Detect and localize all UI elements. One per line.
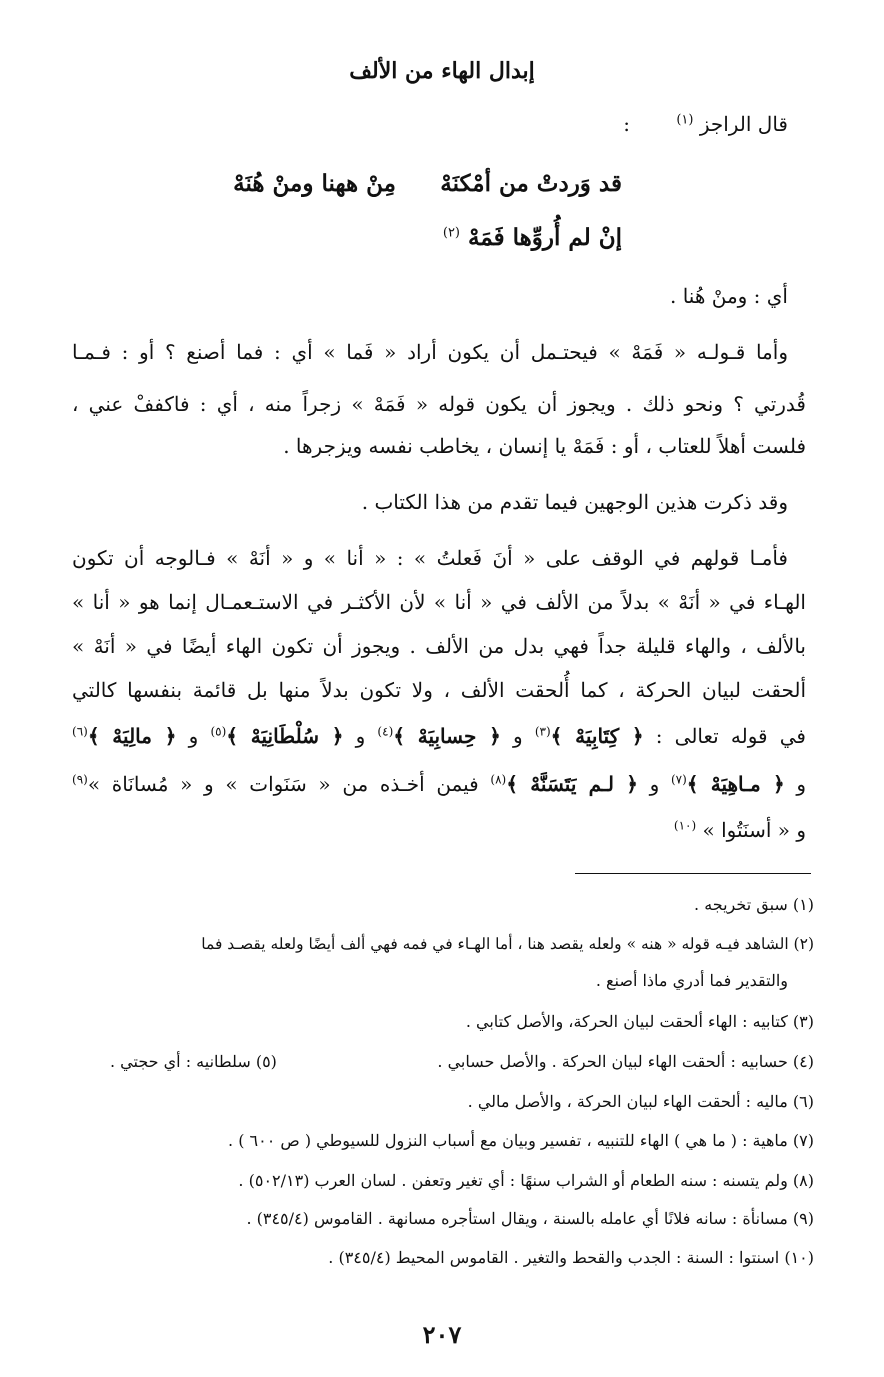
quran-intro: في قوله تعالى :: [655, 724, 806, 748]
quran-word: ﴿ كِتَابِيَهْ ﴾: [550, 724, 644, 748]
quran-word: ﴿ مـاهِيَهْ ﴾: [686, 772, 785, 796]
paragraph-line: الهـاء في « أنَهْ » بدلاً من الألف في « أنا » لأن الأكثـر في الاستـعمـال إنما هو « أنا »: [72, 590, 806, 614]
intro-text: قال الراجز: [699, 112, 788, 136]
footnote: (٣) كتابيه : الهاء ألحقت لبيان الحركة، والأصل كتابي .: [465, 1012, 814, 1031]
footnote: (٥) سلطانيه : أي حجتي .: [110, 1052, 277, 1071]
footnote-ref: (٤): [377, 724, 394, 739]
section-title: إبدال الهاء من الألف: [349, 58, 535, 84]
quran-word: ﴿ سُلْطَانِيَهْ ﴾: [226, 724, 344, 748]
paragraph-line: أي : ومنْ هُنا .: [669, 284, 788, 308]
intro-line: [623, 112, 788, 136]
footnote-pair: [110, 1052, 814, 1071]
footnote-separator: [575, 873, 811, 874]
footnote: (٢) الشاهد فيـه قوله « هنه » ولعله يقصد هنا ، أما الهـاء في فمه فهي ألف أيضًا ولعله يقصـد فما: [201, 935, 814, 953]
intro-colon: :: [623, 112, 630, 136]
footnote-ref: (١): [676, 112, 694, 128]
footnote-ref: (٧): [670, 772, 687, 787]
paragraph-line: قُدرتي ؟ ونحو ذلك . ويجوز أن يكون قوله « فَمَهْ » زجراً منه ، أي : فاكففْ عني ،: [72, 392, 806, 416]
quran-word: ﴿ لـم يَتَسَنَّهْ ﴾: [506, 772, 638, 796]
page-number: ٢٠٧: [422, 1320, 462, 1349]
conjunction: و: [513, 724, 523, 748]
quran-word: ﴿ مالِيَهْ ﴾: [87, 724, 177, 748]
quran-word: ﴿ حِسابِيَهْ ﴾: [393, 724, 501, 748]
paragraph-line-quran: [72, 724, 806, 748]
footnote-continuation: والتقدير فما أدري ماذا أصنع .: [595, 971, 788, 990]
conjunction: و: [796, 772, 807, 796]
footnote-ref: (٩): [72, 772, 88, 787]
footnote-ref: (٦): [72, 724, 88, 739]
footnote-ref: (٨): [490, 772, 507, 787]
paragraph-line: ألحقت لبيان الحركة ، كما أُلحقت الألف ، ولا تكون بدلاً منها بل قائمة بنفسها كالتي: [72, 678, 806, 702]
paragraph-text: و « أسنَتُوا »: [702, 818, 806, 842]
footnote-ref: (٥): [210, 724, 227, 739]
footnote: (٨) ولم يتسنه : سنه الطعام أو الشراب سنهًا : أي تغير وتعفن . لسان العرب (٥٠٢/١٣) .: [238, 1171, 814, 1190]
verse-hemistich-2: مِنْ ههنا ومنْ هُنَهْ: [233, 170, 396, 197]
conjunction: و: [355, 724, 366, 748]
paragraph-line: [72, 818, 806, 842]
footnote: (٧) ماهية : ( ما هي ) الهاء للتنبيه ، تفسير وبيان مع أسباب النزول للسيوطي ( ص ٦٠٠ ) .: [228, 1131, 814, 1150]
paragraph-line: وقد ذكرت هذين الوجهين فيما تقدم من هذا الكتاب .: [361, 490, 788, 514]
footnote-ref: (٣): [534, 724, 551, 739]
verse-line-2: [443, 224, 622, 251]
verse-hemistich-1: قد وَردتْ من أمْكنَهْ: [440, 170, 622, 197]
paragraph-text: فيمن أخـذه من « سَنَوات » و « مُسانَاة »: [87, 772, 479, 796]
footnote-ref: (١٠): [673, 818, 697, 833]
conjunction: و: [649, 772, 660, 796]
footnote-ref: (٢): [442, 225, 460, 241]
footnote: (١٠) اسنتوا : السنة : الجدب والقحط والتغير . القاموس المحيط (٣٤٥/٤) .: [328, 1248, 814, 1267]
footnote: (٦) ماليه : ألحقت الهاء لبيان الحركة ، والأصل مالي .: [467, 1092, 814, 1111]
verse-line-2-text: إنْ لم أُروِّها فَمَهْ: [468, 224, 622, 251]
paragraph-line: فأمـا قولهم في الوقف على « أنَ فَعلتُ » : « أنا » و « أنَهْ » فـالوجه أن تكون: [72, 546, 788, 570]
paragraph-line: بالألف ، والهاء قليلة جداً فهي بدل من الألف . ويجوز أن تكون الهاء أيضًا في « أنَهْ »: [72, 634, 806, 658]
conjunction: و: [188, 724, 199, 748]
paragraph-line-quran: [72, 772, 806, 796]
paragraph-line: فلست أهلاً للعتاب ، أو : فَمَهْ يا إنسان ، يخاطب نفسه ويزجرها .: [283, 434, 806, 458]
paragraph-line: وأما قـولـه « فَمَهْ » فيحتـمل أن يكون أراد « فَما » أي : فما أصنع ؟ أو : فـمـا: [72, 340, 788, 364]
footnote: (١) سبق تخريجه .: [694, 895, 814, 914]
footnote: (٩) مسانأة : سانه فلانًا أي عامله بالسنة ، ويقال استأجره مسانهة . القاموس (٣٤٥/٤) .: [246, 1209, 814, 1228]
footnote: (٤) حسابيه : ألحقت الهاء لبيان الحركة . والأصل حسابي .: [437, 1052, 814, 1071]
